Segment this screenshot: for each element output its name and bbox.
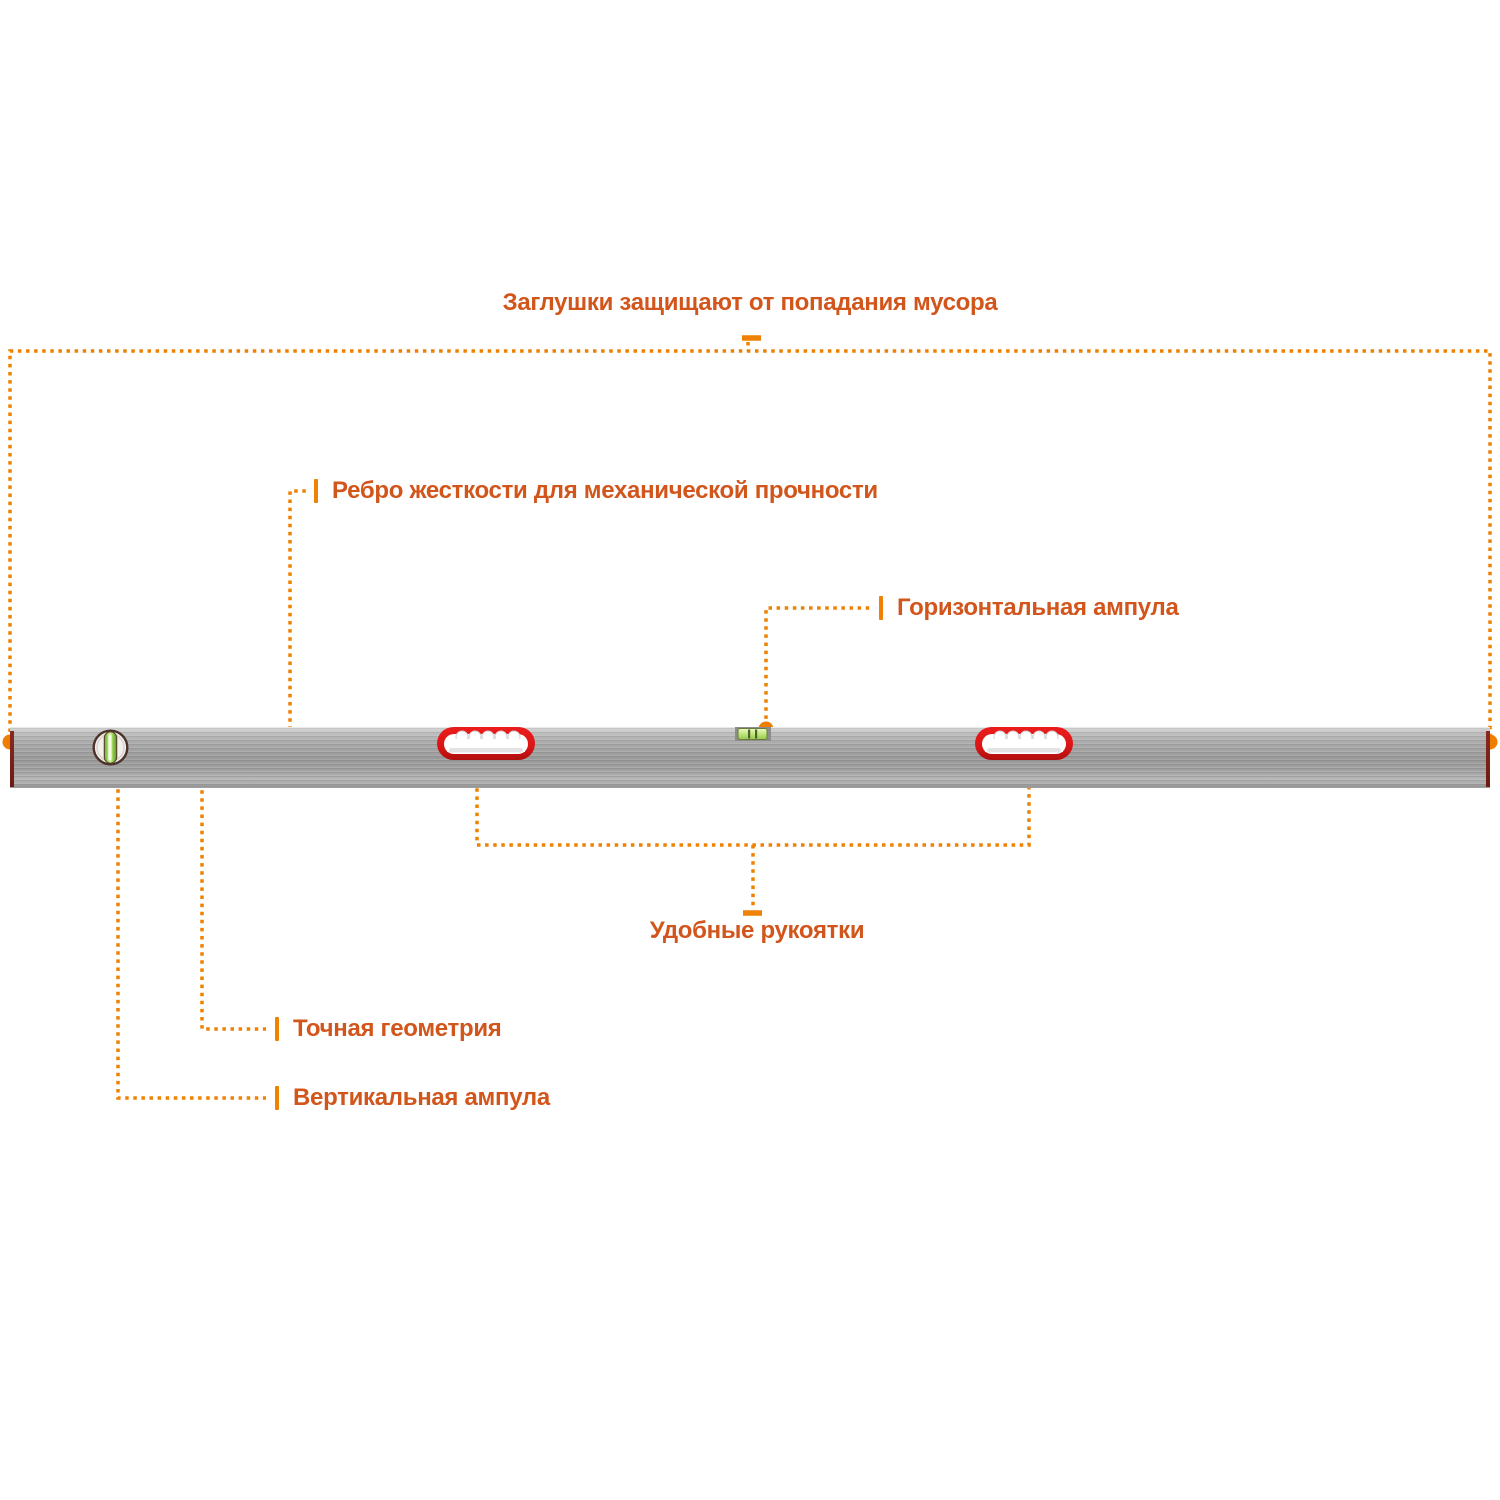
handle-slot-shadow: [449, 748, 523, 753]
horizontal-vial-tube: [738, 729, 767, 740]
caps-bracket-dotted-line: [10, 351, 1490, 740]
callout-vertical-vial: [275, 1084, 550, 1112]
geometry-dotted-line: [202, 774, 266, 1029]
horizontal-vial-mark-left: [748, 730, 750, 739]
leader-rib: [283, 491, 310, 756]
handle-slot-shadow: [987, 748, 1061, 753]
endcap-left: [10, 731, 14, 787]
horizontal-vial: [735, 726, 771, 742]
callout-rib: [314, 477, 878, 505]
endcap-right: [1486, 731, 1490, 787]
handle-right: [975, 727, 1073, 760]
callout-vertical-vial-label: Вертикальная ампула: [293, 1084, 550, 1111]
label-tick-icon: [275, 1017, 279, 1041]
callout-geometry: [275, 1015, 502, 1043]
vertical-vial-dotted-line: [118, 765, 266, 1098]
callout-caps-label: Заглушки защищают от попадания мусора: [502, 289, 998, 316]
callout-horizontal-vial: [879, 594, 1179, 622]
label-tick-icon: [879, 596, 883, 620]
callout-handles-label: Удобные рукоятки: [649, 917, 865, 944]
callout-handles: [650, 917, 865, 945]
callout-horizontal-vial-label: Горизонтальная ампула: [897, 594, 1179, 621]
horizontal-vial-mark-right: [755, 730, 757, 739]
callout-rib-label: Ребро жесткости для механической прочности: [332, 477, 878, 504]
vertical-vial-window: [92, 729, 129, 766]
rib-dotted-line: [290, 491, 309, 746]
leader-caps: [3, 338, 1498, 750]
callout-caps: [503, 289, 998, 317]
label-tick-icon: [314, 479, 318, 503]
horizontal-vial-dotted-line: [766, 608, 871, 727]
leader-horizontal-vial: [759, 608, 872, 737]
callout-geometry-label: Точная геометрия: [293, 1015, 502, 1042]
leader-geometry: [195, 765, 267, 1030]
leader-vertical-vial: [111, 756, 267, 1099]
handle-left: [437, 727, 535, 760]
label-tick-icon: [275, 1086, 279, 1110]
vertical-vial-highlight: [108, 735, 111, 761]
